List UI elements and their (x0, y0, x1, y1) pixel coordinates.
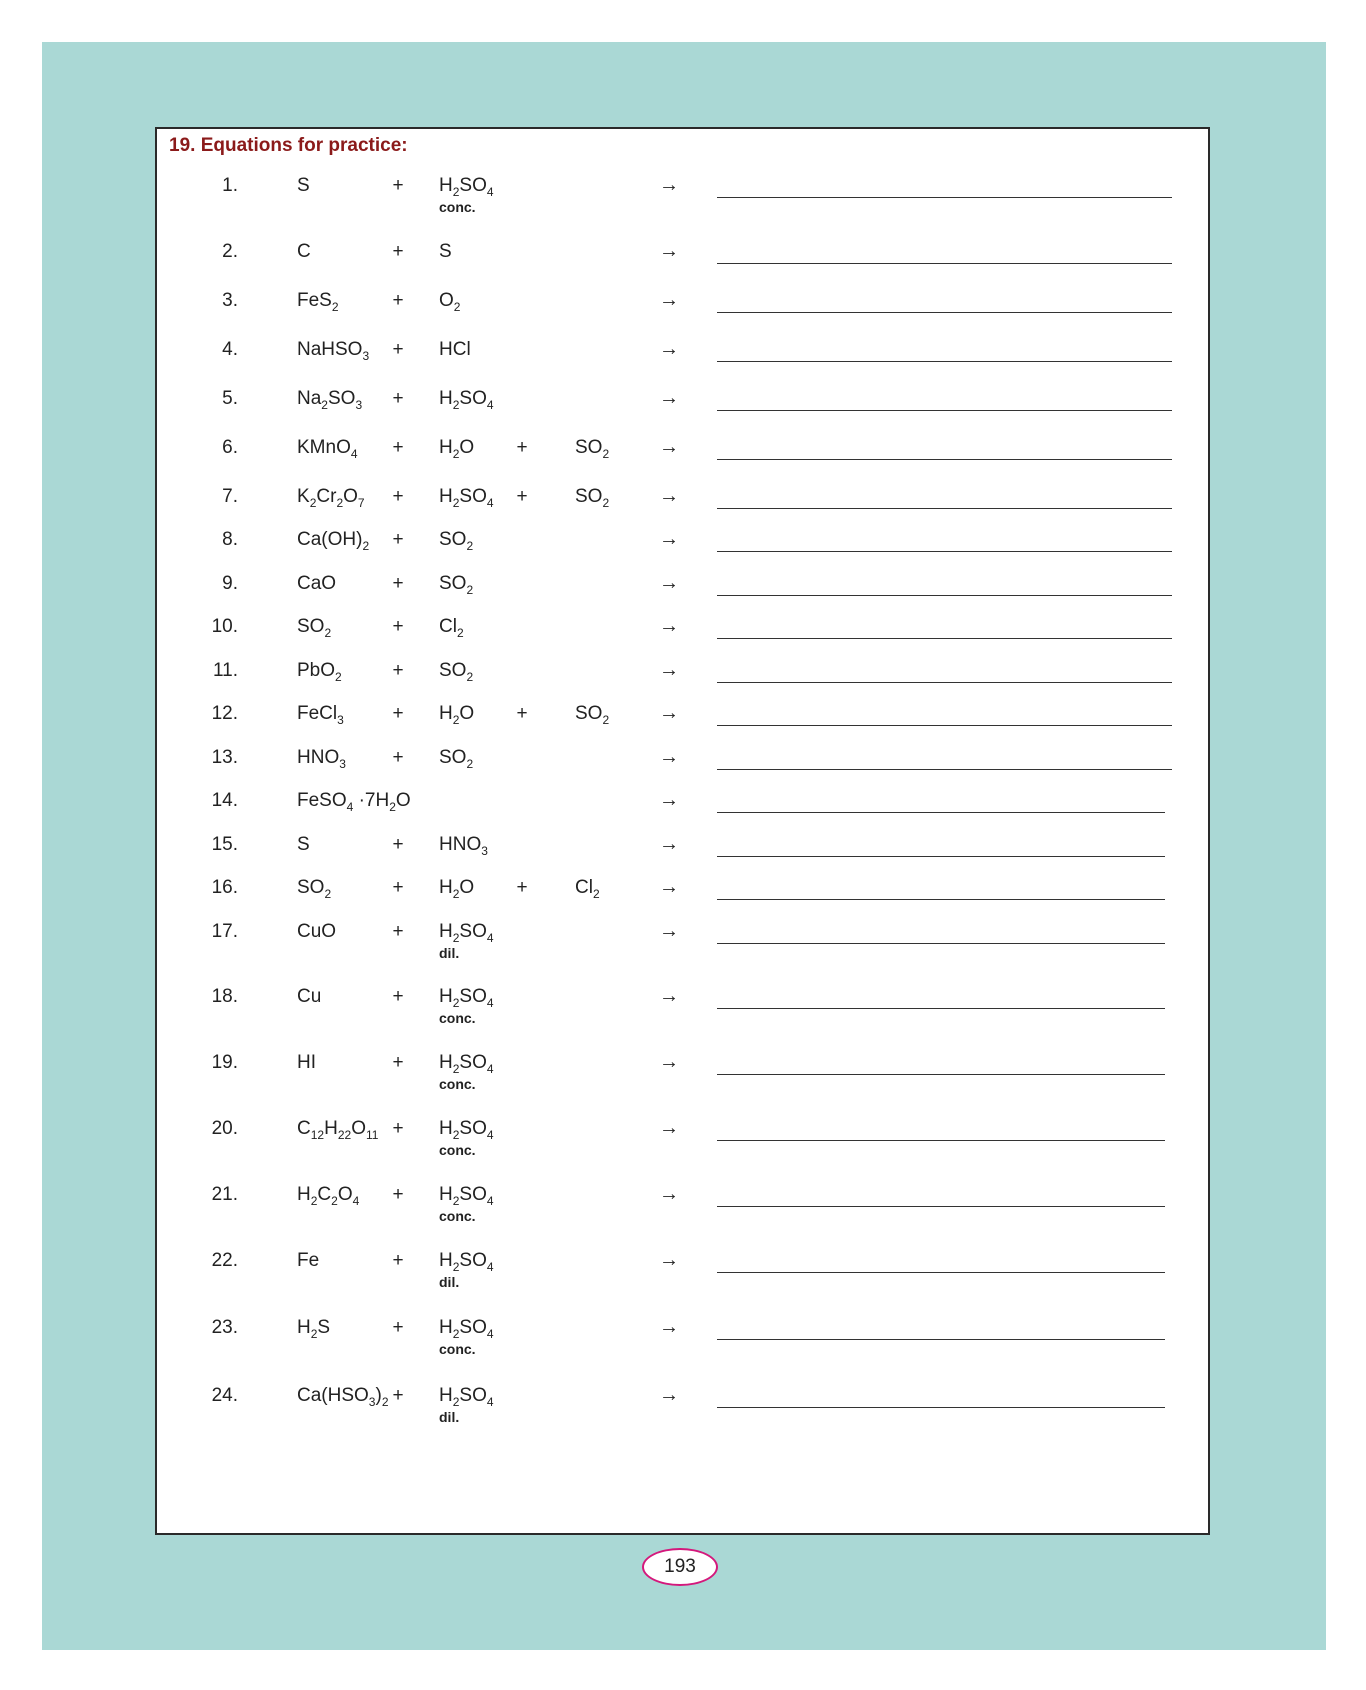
plus-sign: + (392, 834, 404, 855)
reactant-1: $K_2Cr_2O_7$ (297, 486, 365, 510)
equation-row (157, 834, 1208, 874)
equation-row (157, 790, 1208, 830)
exercise-box (155, 127, 1210, 1535)
reactant-1: $C_{12}H_{22}O_{11}$ (297, 1118, 379, 1142)
equation-row (157, 437, 1208, 477)
plus-sign: + (516, 437, 528, 458)
reactant-1: FeSO$_4$ $\cdot 7H_2O$ (297, 790, 411, 814)
arrow-icon: → (659, 289, 679, 311)
reagent-condition: conc. (439, 1208, 476, 1224)
answer-line[interactable] (717, 312, 1172, 313)
plus-sign: + (392, 290, 404, 311)
arrow-icon: → (659, 338, 679, 360)
equation-number: 4. (222, 339, 238, 360)
reactant-3: $SO_2$ (575, 437, 610, 461)
answer-line[interactable] (717, 1272, 1165, 1273)
plus-sign: + (392, 241, 404, 262)
plus-sign: + (392, 747, 404, 768)
reactant-2: $H_2SO_4$ (439, 388, 494, 412)
equation-row (157, 486, 1208, 526)
answer-line[interactable] (717, 1074, 1165, 1075)
plus-sign: + (392, 877, 404, 898)
answer-line[interactable] (717, 856, 1165, 857)
equation-row (157, 660, 1208, 700)
reagent-condition: conc. (439, 1341, 476, 1357)
equation-number: 7. (222, 486, 238, 507)
reactant-1: $Ca(HSO_3)_2$ (297, 1385, 389, 1409)
plus-sign: + (392, 437, 404, 458)
answer-line[interactable] (717, 508, 1172, 509)
equation-number: 8. (222, 529, 238, 550)
plus-sign: + (392, 1118, 404, 1139)
answer-line[interactable] (717, 361, 1172, 362)
answer-line[interactable] (717, 899, 1165, 900)
reactant-3: $Cl_2$ (575, 877, 600, 901)
plus-sign: + (392, 339, 404, 360)
reactant-1: PbO$_2$ (297, 660, 342, 684)
equation-number: 12. (211, 703, 238, 724)
page-number: 193 (642, 1548, 718, 1586)
answer-line[interactable] (717, 769, 1172, 770)
plus-sign: + (516, 486, 528, 507)
plus-sign: + (392, 703, 404, 724)
answer-line[interactable] (717, 943, 1165, 944)
arrow-icon: → (659, 485, 679, 507)
equation-row (157, 1385, 1208, 1425)
reactant-2: $H_2SO_4$ (439, 1184, 494, 1208)
answer-line[interactable] (717, 197, 1172, 198)
arrow-icon: → (659, 1183, 679, 1205)
answer-line[interactable] (717, 1407, 1165, 1408)
arrow-icon: → (659, 615, 679, 637)
equation-row (157, 921, 1208, 961)
arrow-icon: → (659, 789, 679, 811)
equation-row (157, 1118, 1208, 1158)
reactant-2: $SO_2$ (439, 529, 474, 553)
reagent-condition: dil. (439, 1409, 460, 1425)
reactant-1: $HNO_3$ (297, 747, 346, 771)
reactant-2: S (439, 241, 452, 262)
reactant-2: $H_2SO_4$ (439, 1317, 494, 1341)
equation-number: 21. (211, 1184, 238, 1205)
reactant-2: $H_2O$ (439, 703, 475, 727)
reactant-2: $H_2SO_4$ (439, 1052, 494, 1076)
plus-sign: + (392, 1052, 404, 1073)
reactant-2: $SO_2$ (439, 747, 474, 771)
equation-row (157, 1052, 1208, 1092)
plus-sign: + (392, 1184, 404, 1205)
reagent-condition: conc. (439, 1076, 476, 1092)
equation-number: 15. (211, 834, 238, 855)
equation-number: 2. (222, 241, 238, 262)
answer-line[interactable] (717, 812, 1165, 813)
answer-line[interactable] (717, 595, 1172, 596)
equation-row (157, 573, 1208, 613)
reactant-2: $H_2SO_4$ (439, 1385, 494, 1409)
reagent-condition: conc. (439, 199, 476, 215)
answer-line[interactable] (717, 410, 1172, 411)
equation-number: 20. (211, 1118, 238, 1139)
plus-sign: + (392, 573, 404, 594)
equation-number: 10. (211, 616, 238, 637)
plus-sign: + (392, 660, 404, 681)
arrow-icon: → (659, 920, 679, 942)
equation-row (157, 1184, 1208, 1224)
arrow-icon: → (659, 1316, 679, 1338)
equation-row (157, 290, 1208, 330)
arrow-icon: → (659, 1117, 679, 1139)
plus-sign: + (392, 388, 404, 409)
reactant-2: $SO_2$ (439, 660, 474, 684)
reactant-1: $SO_2$ (297, 616, 332, 640)
answer-line[interactable] (717, 1008, 1165, 1009)
reactant-1: FeS$_2$ (297, 290, 339, 314)
equation-row (157, 877, 1208, 917)
arrow-icon: → (659, 387, 679, 409)
answer-line[interactable] (717, 725, 1172, 726)
reactant-2: $H_2SO_4$ (439, 175, 494, 199)
section-heading: 19. Equations for practice: (169, 135, 408, 156)
reactant-2: $H_2SO_4$ (439, 986, 494, 1010)
plus-sign: + (392, 921, 404, 942)
equation-number: 14. (211, 790, 238, 811)
arrow-icon: → (659, 876, 679, 898)
equation-row (157, 616, 1208, 656)
plus-sign: + (392, 1250, 404, 1271)
arrow-icon: → (659, 659, 679, 681)
equation-number: 1. (222, 175, 238, 196)
plus-sign: + (392, 1317, 404, 1338)
reactant-3: $SO_2$ (575, 486, 610, 510)
reactant-2: $H_2SO_4$ (439, 921, 494, 945)
reactant-1: Fe (297, 1250, 320, 1271)
plus-sign: + (392, 616, 404, 637)
reactant-1: CaO (297, 573, 337, 594)
answer-line[interactable] (717, 263, 1172, 264)
reactant-1: $H_2C_2O_4$ (297, 1184, 360, 1208)
equation-number: 16. (211, 877, 238, 898)
arrow-icon: → (659, 746, 679, 768)
equation-row (157, 529, 1208, 569)
equation-row (157, 986, 1208, 1026)
equation-row (157, 747, 1208, 787)
equation-number: 22. (211, 1250, 238, 1271)
reactant-2: $H_2O$ (439, 437, 475, 461)
reactant-2: HCl (439, 339, 471, 360)
arrow-icon: → (659, 1249, 679, 1271)
reactant-1: S (297, 834, 310, 855)
equation-number: 6. (222, 437, 238, 458)
reactant-1: C (297, 241, 311, 262)
equation-number: 24. (211, 1385, 238, 1406)
arrow-icon: → (659, 436, 679, 458)
arrow-icon: → (659, 174, 679, 196)
reactant-1: CuO (297, 921, 337, 942)
arrow-icon: → (659, 1384, 679, 1406)
reactant-2: $SO_2$ (439, 573, 474, 597)
reactant-1: S (297, 175, 310, 196)
plus-sign: + (392, 486, 404, 507)
equation-number: 9. (222, 573, 238, 594)
equation-row (157, 1317, 1208, 1357)
reactant-1: $H_2S$ (297, 1317, 331, 1341)
equation-number: 18. (211, 986, 238, 1007)
reactant-1: $SO_2$ (297, 877, 332, 901)
reactant-2: $HNO_3$ (439, 834, 488, 858)
reactant-2: $H_2SO_4$ (439, 486, 494, 510)
arrow-icon: → (659, 1051, 679, 1073)
reactant-1: $Ca(OH)_2$ (297, 529, 370, 553)
reagent-condition: dil. (439, 945, 460, 961)
answer-line[interactable] (717, 1140, 1165, 1141)
reactant-2: $H_2SO_4$ (439, 1250, 494, 1274)
answer-line[interactable] (717, 638, 1172, 639)
reactant-2: $O_2$ (439, 290, 461, 314)
equation-row (157, 388, 1208, 428)
plus-sign: + (516, 703, 528, 724)
reactant-1: FeCl$_3$ (297, 703, 344, 727)
arrow-icon: → (659, 833, 679, 855)
reagent-condition: conc. (439, 1010, 476, 1026)
plus-sign: + (392, 175, 404, 196)
answer-line[interactable] (717, 1206, 1165, 1207)
plus-sign: + (516, 877, 528, 898)
reagent-condition: dil. (439, 1274, 460, 1290)
arrow-icon: → (659, 702, 679, 724)
equation-row (157, 175, 1208, 215)
answer-line[interactable] (717, 551, 1172, 552)
arrow-icon: → (659, 572, 679, 594)
answer-line[interactable] (717, 459, 1172, 460)
reactant-2: $H_2O$ (439, 877, 475, 901)
reagent-condition: conc. (439, 1142, 476, 1158)
plus-sign: + (392, 1385, 404, 1406)
equation-row (157, 339, 1208, 379)
equation-row (157, 1250, 1208, 1290)
equation-number: 3. (222, 290, 238, 311)
plus-sign: + (392, 529, 404, 550)
equation-row (157, 703, 1208, 743)
equation-number: 23. (211, 1317, 238, 1338)
reactant-2: $H_2SO_4$ (439, 1118, 494, 1142)
equation-number: 17. (211, 921, 238, 942)
reactant-1: NaHSO$_3$ (297, 339, 370, 363)
equation-number: 19. (211, 1052, 238, 1073)
reactant-3: $SO_2$ (575, 703, 610, 727)
reactant-2: $Cl_2$ (439, 616, 464, 640)
equation-number: 13. (211, 747, 238, 768)
arrow-icon: → (659, 985, 679, 1007)
arrow-icon: → (659, 240, 679, 262)
reactant-1: KMnO$_4$ (297, 437, 358, 461)
equation-row (157, 241, 1208, 281)
equation-number: 5. (222, 388, 238, 409)
plus-sign: + (392, 986, 404, 1007)
reactant-1: HI (297, 1052, 316, 1073)
answer-line[interactable] (717, 1339, 1165, 1340)
equation-number: 11. (212, 660, 238, 681)
reactant-1: $Na_2SO_3$ (297, 388, 363, 412)
answer-line[interactable] (717, 682, 1172, 683)
arrow-icon: → (659, 528, 679, 550)
reactant-1: Cu (297, 986, 322, 1007)
